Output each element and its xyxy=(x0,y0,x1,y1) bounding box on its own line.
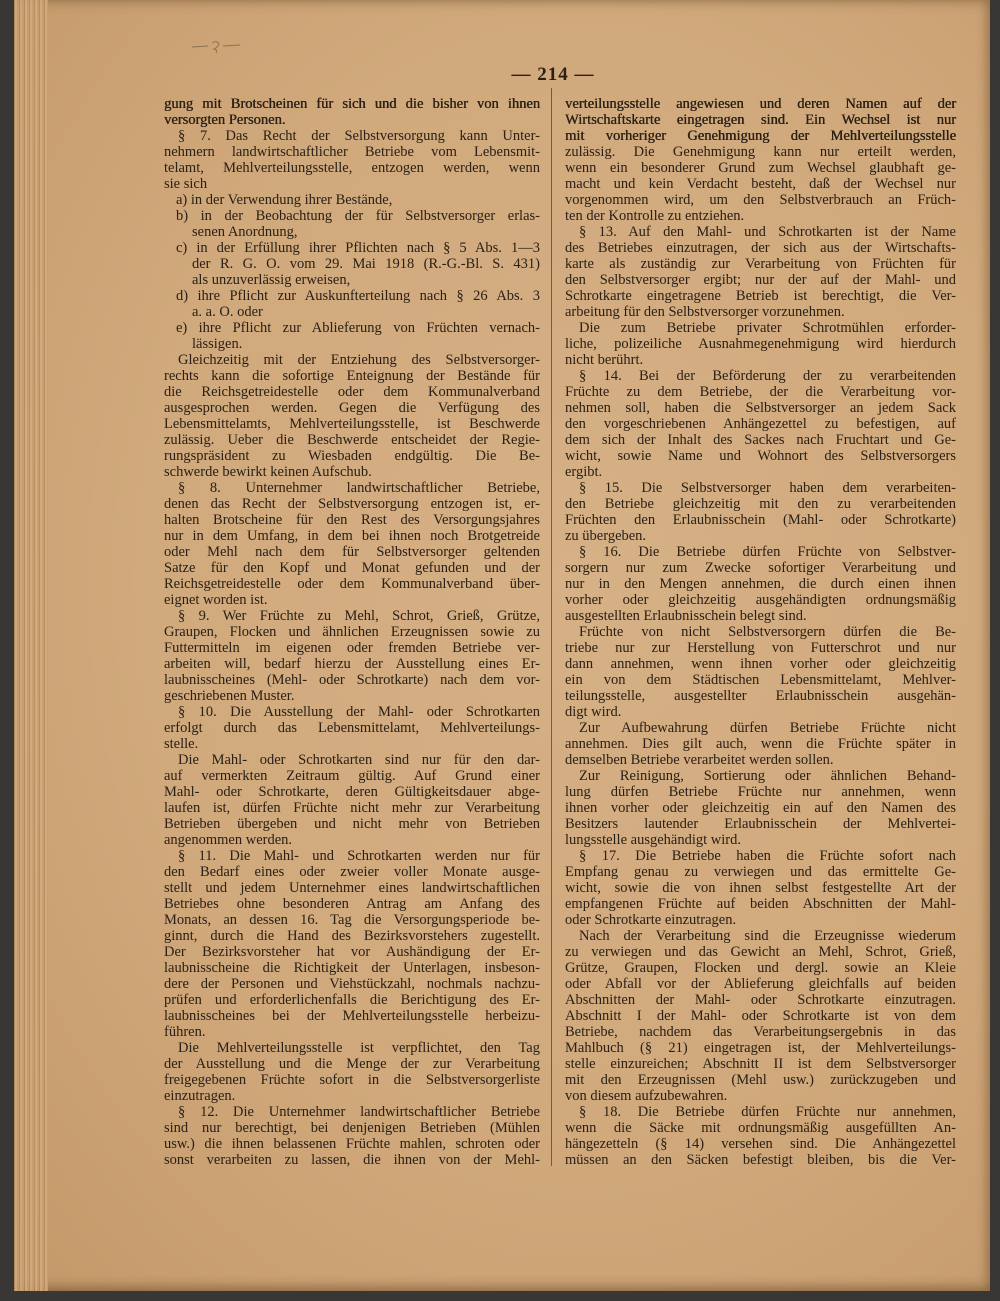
text-line: gung mit Brotscheinen für sich und die bisher von ihnen xyxy=(164,96,540,112)
text-line: wicht, sowie die von ihnen selbst festgestellte Art der xyxy=(565,880,956,896)
text-line: Mahl- oder Schrotkarte, deren Gültigkeitsdauer abge- xyxy=(164,784,540,800)
text-line: nicht berührt. xyxy=(565,352,644,368)
text-line: einzutragen. xyxy=(164,1088,236,1104)
text-line: ausgesprochen werden. Gegen die Verfügung des xyxy=(164,400,540,416)
text-line: schwerde bewirkt keinen Aufschub. xyxy=(164,464,372,480)
text-line: triebe nur zur Herstellung von Futterschrot und nur xyxy=(565,640,956,656)
text-line: Nach der Verarbeitung sind die Erzeugnisse wiederum xyxy=(579,928,956,944)
list-item-line: b) in der Beobachtung der für Selbstversorger erlas- xyxy=(176,208,540,224)
text-line: die Reichsgetreidestelle oder dem Kommunalverband xyxy=(164,384,540,400)
text-line: stellt und jedem Unternehmer eines landwirtschaftlichen xyxy=(164,880,540,896)
text-line: halten Brotscheine für den Rest des Versorgungsjahres xyxy=(164,512,540,528)
text-line: nur in den Mengen annehmen, die durch einen ihnen xyxy=(565,576,956,592)
text-line: Die Mehlverteilungsstelle ist verpflichtet, den Tag xyxy=(178,1040,540,1056)
text-line: nehmern landwirtschaftlicher Betriebe vom Lebensmit- xyxy=(164,144,540,160)
text-line: den Selbstversorger ergibt; nur der auf der Mahl- und xyxy=(565,272,956,288)
text-line: annehmen. Dies gilt auch, wenn die Früchte später in xyxy=(565,736,956,752)
text-line: macht und kein Verdacht besteht, daß der Wechsel nur xyxy=(565,176,956,192)
text-line: teilungsstelle, ausgestellter Erlaubnisschein ausgehän- xyxy=(565,688,956,704)
text-line: wenn die Säcke mit ordnungsmäßig ausgefüllten An- xyxy=(565,1120,956,1136)
text-line: angenommen werden. xyxy=(164,832,293,848)
list-item-line: a. a. O. oder xyxy=(192,304,263,320)
list-item-line: d) ihre Pflicht zur Auskunfterteilung nach § 26 Abs. 3 xyxy=(176,288,540,304)
text-line: § 13. Auf den Mahl- und Schrotkarten ist der Name xyxy=(579,224,956,240)
text-line: oder Mehl nach dem für Selbstversorger geltenden xyxy=(164,544,540,560)
text-line: nehmen soll, haben die Selbstversorger an jedem Sack xyxy=(565,400,956,416)
text-line: müssen an den Säcken befestigt bleiben, bis die Ver- xyxy=(565,1152,956,1168)
text-line: § 12. Die Unternehmer landwirtschaftlicher Betriebe xyxy=(178,1104,540,1120)
text-line: auf vermerkten Zeitraum gültig. Auf Grund einer xyxy=(164,768,540,784)
list-item-line: der R. G. O. vom 29. Mai 1918 (R.-G.-Bl. S. 431) xyxy=(192,256,540,272)
text-line: Betriebe, nachdem das Verarbeitungsergebnis in das xyxy=(565,1024,956,1040)
text-line: den vorgeschriebenen Anhängezettel zu befestigen, auf xyxy=(565,416,956,432)
list-item-line: c) in der Erfüllung ihrer Pflichten nach § 5 Abs. 1—3 xyxy=(176,240,540,256)
list-item-line: a) in der Verwendung ihrer Bestände, xyxy=(176,192,393,208)
text-line: stelle. xyxy=(164,736,199,752)
text-line: arbeitung für den Selbstversorger vorzunehmen. xyxy=(565,304,845,320)
text-line: § 10. Die Ausstellung der Mahl- oder Schrotkarten xyxy=(178,704,540,720)
text-line: hängezetteln (§ 14) versehen sind. Die Anhängezettel xyxy=(565,1136,956,1152)
text-line: § 17. Die Betriebe haben die Früchte sofort nach xyxy=(579,848,956,864)
text-line: sind nur berechtigt, bei denjenigen Betrieben (Mühlen xyxy=(164,1120,540,1136)
text-line: § 15. Die Selbstversorger haben dem verarbeiten- xyxy=(579,480,956,496)
text-line: Futtermitteln im eigenen oder fremden Betriebe ver- xyxy=(164,640,540,656)
text-line: denen das Recht der Selbstversorgung entzogen ist, er- xyxy=(164,496,540,512)
list-item-line: lässigen. xyxy=(192,336,243,352)
text-line: Mahlbuch (§ 21) eingetragen ist, der Mehlverteilungs- xyxy=(565,1040,956,1056)
left-column xyxy=(164,96,540,1168)
page-edge-stack xyxy=(14,0,48,1291)
text-line: digt wird. xyxy=(565,704,622,720)
text-line: laubnisscheines (Mehl- oder Schrotkarte) nach dem vor- xyxy=(164,672,540,688)
text-line: ein von dem Städtischen Lebensmittelamt, Mehlver- xyxy=(565,672,956,688)
text-line: sorgern nur zum Zwecke sofortiger Verarbeitung und xyxy=(565,560,956,576)
text-line: zulässig. Ueber die Beschwerde entscheidet der Regie- xyxy=(164,432,540,448)
text-line: Gleichzeitig mit der Entziehung des Selbstversorger- xyxy=(178,352,540,368)
text-line: verteilungsstelle angewiesen und deren Namen auf der xyxy=(565,96,956,112)
column-divider xyxy=(551,88,552,1166)
text-line: Reichsgetreidestelle oder dem Kommunalverband über- xyxy=(164,576,540,592)
text-line: oder Abfall vor der Ablieferung gleichfalls auf beiden xyxy=(565,976,956,992)
text-line: ihnen vorher oder gleichzeitig ein auf den Namen des xyxy=(565,800,956,816)
text-line: Betrieben übergeben und nicht mehr von Betrieben xyxy=(164,816,540,832)
text-line: Abschnitten der Mahl- oder Schrotkarte einzutragen. xyxy=(565,992,956,1008)
text-line: den Bedarf eines oder zweier voller Monate ausge- xyxy=(164,864,540,880)
text-line: führen. xyxy=(164,1024,206,1040)
text-line: Zur Reinigung, Sortierung oder ähnlichen Behand- xyxy=(579,768,956,784)
text-line: Satze für den Kopf und Monat gefunden und der xyxy=(164,560,540,576)
pencil-mark xyxy=(190,38,244,54)
text-line: § 11. Die Mahl- und Schrotkarten werden nur für xyxy=(178,848,540,864)
text-line: mit vorheriger Genehmigung der Mehlverteilungsstelle xyxy=(565,128,956,144)
text-line: demselben Betriebe verarbeitet werden sollen. xyxy=(565,752,834,768)
text-line: dann annehmen, wenn ihnen vorher oder gleichzeitig xyxy=(565,656,956,672)
text-line: nur in dem Umfang, in dem bei ihnen noch Brotgetreide xyxy=(164,528,540,544)
text-line: arbeiten will, bedarf hierzu der Ausstellung eines Er- xyxy=(164,656,540,672)
text-line: Die zum Betriebe privater Schrotmühlen erforder- xyxy=(579,320,956,336)
text-line: den Betriebe gleichzeitig mit den zu verarbeitenden xyxy=(565,496,956,512)
text-line: Abschnitt I der Mahl- oder Schrotkarte ist von dem xyxy=(565,1008,956,1024)
text-line: eignet worden ist. xyxy=(164,592,268,608)
text-line: zu übergeben. xyxy=(565,528,647,544)
text-line: Graupen, Flocken und ähnlichen Erzeugnissen sowie zu xyxy=(164,624,540,640)
text-line: Empfang genau zu verwiegen und das ermittelte Ge- xyxy=(565,864,956,880)
list-item-line: als unzuverlässig erweisen, xyxy=(192,272,351,288)
text-line: § 7. Das Recht der Selbstversorgung kann Unter- xyxy=(178,128,540,144)
text-line: sonst verarbeiten zu lassen, die ihnen von der Mehl- xyxy=(164,1152,540,1168)
text-line: ergibt. xyxy=(565,464,603,480)
text-line: empfangenen Früchte auf beiden Abschnitten der Mahl- xyxy=(565,896,956,912)
text-line: Grütze, Graupen, Flocken und dergl. sowie an Kleie xyxy=(565,960,956,976)
page-number: — 214 — xyxy=(511,64,595,85)
text-line: laubnisscheines bei der Mehlverteilungsstelle herbeizu- xyxy=(164,1008,540,1024)
text-line: § 8. Unternehmer landwirtschaftlicher Betriebe, xyxy=(178,480,540,496)
text-line: Wirtschaftskarte eingetragen sind. Ein Wechsel ist nur xyxy=(565,112,956,128)
text-line: § 18. Die Betriebe dürfen Früchte nur annehmen, xyxy=(579,1104,956,1120)
text-line: zu verwiegen und das Gewicht an Mehl, Schrot, Grieß, xyxy=(565,944,956,960)
text-line: lung dürfen Betriebe Früchte nur annehmen, wenn xyxy=(565,784,956,800)
text-line: karte als zuständig zur Verarbeitung von Früchten für xyxy=(565,256,956,272)
text-line: § 14. Bei der Beförderung der zu verarbeitenden xyxy=(579,368,956,384)
text-line: des Betriebes einzutragen, der sich aus der Wirtschafts- xyxy=(565,240,956,256)
text-line: dem sich der Inhalt des Sackes nach Fruchtart und Ge- xyxy=(565,432,956,448)
text-line: ginnt, durch die Hand des Bezirksvorstehers zugestellt. xyxy=(164,928,540,944)
text-line: Betriebes ohne besonderen Antrag am Anfang des xyxy=(164,896,540,912)
text-line: Die Mahl- oder Schrotkarten sind nur für den dar- xyxy=(178,752,540,768)
text-line: sie sich xyxy=(164,176,208,192)
text-line: ten der Kontrolle zu entziehen. xyxy=(565,208,745,224)
text-line: rungspräsident zu Wiesbaden endgültig. Die Be- xyxy=(164,448,540,464)
text-line: Zur Aufbewahrung dürfen Betriebe Früchte nicht xyxy=(579,720,956,736)
text-line: stelle einzureichen; Abschnitt II ist dem Selbstversorger xyxy=(565,1056,956,1072)
text-line: Früchte von nicht Selbstversorgern dürfen die Be- xyxy=(579,624,956,640)
text-line: vorher oder gleichzeitig ausgehändigten ordnungsmäßig xyxy=(565,592,956,608)
text-line: Früchten den Erlaubnisschein (Mahl- oder Schrotkarte) xyxy=(565,512,956,528)
text-line: dere der Personen und Viehstückzahl, nochmals nachzu- xyxy=(164,976,540,992)
text-line: zulässig. Die Genehmigung kann nur erteilt werden, xyxy=(565,144,956,160)
list-item-line: e) ihre Pflicht zur Ablieferung von Früchten vernach- xyxy=(176,320,540,336)
list-item-line: senen Anordnung, xyxy=(192,224,298,240)
text-line: Besitzers lautender Erlaubnisschein der Mehlvertei- xyxy=(565,816,956,832)
text-line: versorgten Personen. xyxy=(164,112,286,128)
text-line: prüfen und erforderlichenfalls die Berichtigung des Er- xyxy=(164,992,540,1008)
text-line: telamt, Mehlverteilungsstelle, entzogen werden, wenn xyxy=(164,160,540,176)
text-line: freigegebenen Früchte sofort in die Selbstversorgerliste xyxy=(164,1072,540,1088)
right-column xyxy=(565,96,956,1168)
text-line: von diesem aufzubewahren. xyxy=(565,1088,728,1104)
text-line: § 16. Die Betriebe dürfen Früchte von Selbstver- xyxy=(579,544,956,560)
text-line: der Ausstellung und die Menge der zur Verarbeitung xyxy=(164,1056,540,1072)
text-line: lungsstelle ausgehändigt wird. xyxy=(565,832,741,848)
text-line: Früchte zu dem Betriebe, der die Verarbeitung vor- xyxy=(565,384,956,400)
text-line: mit den Erzeugnissen (Mehl usw.) zurückzugeben und xyxy=(565,1072,956,1088)
text-line: wicht, sowie Name und Wohnort des Selbstversorgers xyxy=(565,448,956,464)
text-line: laufen ist, dürfen Früchte nicht mehr zur Verarbeitung xyxy=(164,800,540,816)
text-line: geschriebenen Muster. xyxy=(164,688,295,704)
text-line: Monats, an dessen 16. Tag die Versorgungsperiode be- xyxy=(164,912,540,928)
text-line: Der Bezirksvorsteher hat vor Aushändigung der Er- xyxy=(164,944,540,960)
text-line: Schrotkarte eingetragene Betrieb ist berechtigt, die Ver- xyxy=(565,288,956,304)
text-line: oder Schrotkarte einzutragen. xyxy=(565,912,737,928)
text-line: usw.) die ihnen belassenen Früchte mahlen, schroten oder xyxy=(164,1136,540,1152)
text-line: rechts kann die sofortige Enteignung der Bestände für xyxy=(164,368,540,384)
text-line: vorgenommen wird, um den Selbstverbrauch an Früch- xyxy=(565,192,956,208)
text-line: § 9. Wer Früchte zu Mehl, Schrot, Grieß, Grütze, xyxy=(178,608,540,624)
text-line: erfolgt durch das Lebensmittelamt, Mehlverteilungs- xyxy=(164,720,540,736)
text-line: ausgestellten Erlaubnisschein belegt sind. xyxy=(565,608,807,624)
text-line: liche, polizeiliche Ausnahmegenehmigung wird hierdurch xyxy=(565,336,956,352)
text-line: wenn ein besonderer Grund zum Wechsel glaubhaft ge- xyxy=(565,160,956,176)
text-line: Lebensmittelamts, Mehlverteilungsstelle, ist Beschwerde xyxy=(164,416,540,432)
text-line: laubnisscheine die Richtigkeit der Unterlagen, insbeson- xyxy=(164,960,540,976)
